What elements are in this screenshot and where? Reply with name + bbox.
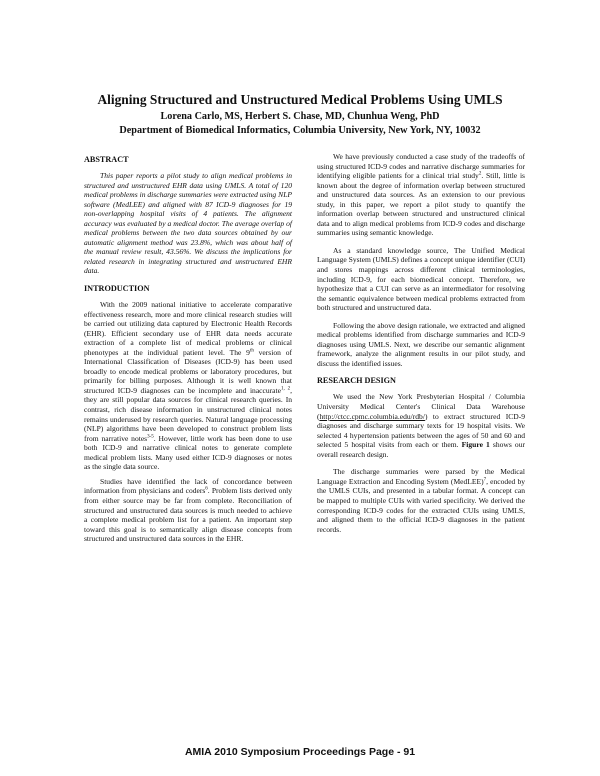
data-warehouse-link[interactable]: http://ctcc.cpmc.columbia.edu/rdb/ — [319, 411, 425, 421]
intro-paragraph-2: Studies have identified the lack of concordance between information from physicians and coders$^6$. Problem lists derived only from either source may be far from complete. Reconciliation of structured and unstructured data sources is much needed to achieve a complete medical problem list for a patient. An important step toward this goal is to semantically align disease concepts from structured and unstructured data sources in the EHR. — [84, 476, 292, 544]
abstract-paragraph: This paper reports a pilot study to align medical problems in structured and unstructured EHR data using UMLS. A total of 120 medical problems in discharge summaries were extracted using NLP software (MedLEE) and aligned with 87 ICD-9 diagnoses for 19 non-overlapping hospital visits of 4 patients. The alignment accuracy was evaluated by a medical doctor. The average overlap of medical problems between the two data sources obtained by our automatic alignment method was 23.8%, which was about half of the manual review result, 43.56%. We discuss the implications for related research in integrating structured and unstructured EHR data. — [84, 171, 292, 276]
citation-superscript: th — [249, 348, 254, 354]
intro-paragraph-4: As a standard knowledge source, The Unified Medical Language System (UMLS) defines a concept unique identifier (CUI) and stores mappings across different clinical terminologies, including ICD-9, for each biomedical concept. Therefore, we hypothesize that a CUI can serve as an intermediator for resolving the semantic equivalence between medical problems extracted from both structured and unstructured data. — [317, 245, 525, 313]
author-block — [0, 110, 600, 138]
affiliation-line: Department of Biomedical Informatics, Columbia University, New York, NY, 10032 — [119, 125, 481, 136]
citation-superscript: 7 — [483, 477, 487, 483]
citation-superscript: 2 — [478, 171, 482, 177]
paper-title: Aligning Structured and Unstructured Medical Problems Using UMLS — [97, 92, 503, 107]
citation-superscript: 1, 2 — [280, 386, 291, 392]
intro-paragraph-1: With the 2009 national initiative to accelerate comparative effectiveness research, more and more clinical research studies will be carried out utilizing data captured by Electronic Health Records (EHR). Efficient secondary use of EHR data needs accurate extraction of a complete list of medical problems or clinical phenotypes at the individual patient level. The 9th version of International Classification of Diseases (ICD-9) has been used broadly to encode medical problems or laboratory procedures, but primarily for billing purposes. Although it is well known that structured ICD-9 diagnoses can be incomplete and inaccurate$^{1, 2}$, they are still popular data sources for clinical research queries. In contrast, rich disease information in unstructured clinical notes remains underused by research queries. Natural language processing (NLP) algorithms have been developed to construct problem lists from narrative notes$^{3-5}$. However, little work has been done to use both ICD-9 and narrative clinical notes to generate complete medical problem lists. Many used either ICD-9 diagnoses or notes as the single data source. — [84, 300, 293, 472]
research-design-heading: RESEARCH DESIGN — [317, 376, 396, 386]
citation-superscript: 6 — [205, 486, 208, 492]
introduction-heading: INTRODUCTION — [84, 284, 150, 294]
intro-paragraph-3: We have previously conducted a case study of the tradeoffs of using structured ICD-9 codes and narrative discharge summaries for identifying eligible patients for a clinical trial study$^2$. Still, little is known about the degree of information overlap between structured and unstructured data sources. As an extension to our previous study, in this paper, we report a pilot study to quantify the information overlap between structured and unstructured clinical data and to align medical problems from ICD-9 codes and discharge summaries using semantic knowledge. — [317, 152, 525, 238]
research-paragraph-2: The discharge summaries were parsed by the Medical Language Extraction and Encoding System (MedLEE)$^7$, encoded by the UMLS CUIs, and presented in a tabular format. A concept can be mapped to multiple CUIs with varied specificity. We derived the corresponding ICD-9 codes for the extracted CUIs using UMLS, and aligned them to the official ICD-9 diagnoses in the patient records. — [317, 467, 525, 534]
abstract-heading: ABSTRACT — [84, 155, 129, 164]
research-paragraph-1: We used the New York Presbyterian Hospital / Columbia University Medical Center's Clinical Data Warehouse (http://ctcc.cpmc.columbia.edu/rdb/) to extract structured ICD-9 diagnoses and discharge summary texts for 19 hospital visits. We selected 4 hypertension patients between the ages of 50 and 60 and selected 5 hospital visits from each or them. Figure 1 shows our overall research design. — [317, 392, 525, 459]
authors-line: Lorena Carlo, MS, Herbert S. Chase, MD, Chunhua Weng, PhD — [160, 111, 440, 122]
right-column — [317, 152, 525, 542]
left-column — [84, 155, 292, 549]
figure-1-reference: Figure 1 — [461, 440, 490, 450]
intro-paragraph-5: Following the above design rationale, we extracted and aligned medical problems identified from discharge summaries and ICD-9 diagnoses using UMLS. Next, we describe our semantic alignment framework, analyze the alignment results in our pilot study, and discuss the identified issues. — [317, 320, 525, 368]
citation-superscript: 3-5 — [147, 434, 154, 440]
page-footer: AMIA 2010 Symposium Proceedings Page - 91 — [184, 746, 416, 758]
